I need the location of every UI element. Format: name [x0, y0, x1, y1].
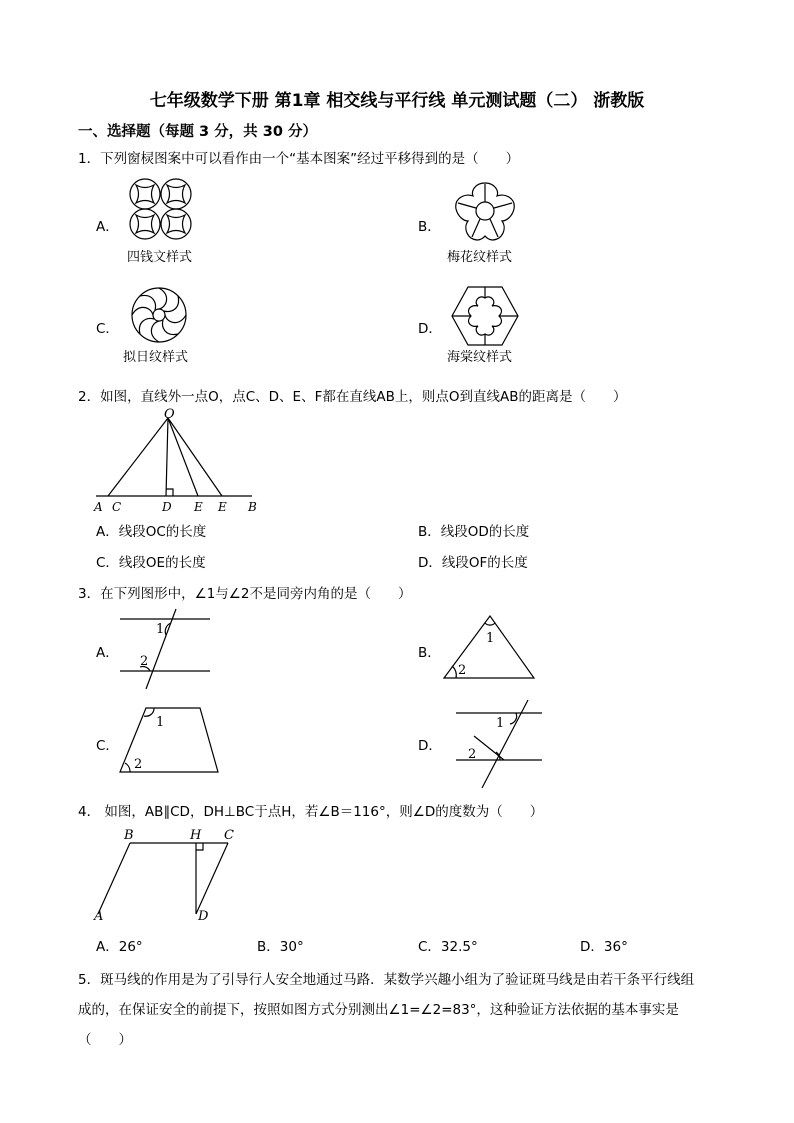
q2-option-d: D．线段OF的长度	[418, 555, 528, 571]
q4-option-d: D．36°	[580, 939, 628, 955]
q1-option-a-caption: 四钱文样式	[127, 250, 193, 265]
q3b-angle-2: 2	[458, 663, 467, 678]
q3-figure-a	[118, 609, 214, 693]
q1-option-d-letter: D．	[418, 321, 442, 337]
q3b-angle-1: 1	[486, 631, 495, 646]
question-1-stem: 1．下列窗棂图案中可以看作由一个“基本图案”经过平移得到的是（ ）	[78, 151, 520, 167]
q4-label-a: A	[94, 909, 104, 924]
question-5-line-1: 5．斑马线的作用是为了引导行人安全地通过马路．某数学兴趣小组为了验证斑马线是由若干条平行线组	[78, 972, 695, 988]
q1-option-b-letter: B．	[418, 219, 441, 235]
q3-figure-b	[442, 614, 538, 682]
q3-option-b-letter: B．	[418, 645, 441, 661]
q2-option-a: A．线段OC的长度	[96, 524, 207, 540]
plum-blossom-pattern-figure	[450, 181, 520, 243]
q2-label-o: O	[164, 407, 175, 422]
q2-figure	[92, 406, 272, 514]
question-4-stem: 4． 如图，AB∥CD，DH⊥BC于点H，若∠B＝116°，则∠D的度数为（ ）	[78, 804, 544, 820]
begonia-pattern-figure	[451, 286, 519, 346]
q3-figure-c	[118, 706, 222, 774]
q1-option-b-caption: 梅花纹样式	[447, 250, 513, 265]
q1-option-d-caption: 海棠纹样式	[447, 350, 513, 365]
q4-option-a: A．26°	[96, 939, 143, 955]
q3d-angle-2: 2	[468, 747, 477, 762]
q4-label-b: B	[124, 828, 134, 843]
q2-label-b: B	[248, 500, 257, 514]
q3-option-c-letter: C．	[96, 738, 119, 754]
q2-label-c: C	[112, 500, 122, 514]
four-coins-pattern-figure	[128, 178, 194, 240]
question-5-line-3: （ ）	[78, 1032, 132, 1048]
q2-label-d: D	[162, 500, 172, 514]
question-5-line-2: 成的，在保证安全的前提下，按照如图方式分别测出∠1=∠2=83°，这种验证方法依据的基本事实是	[78, 1002, 679, 1018]
question-3-stem: 3．在下列图形中，∠1与∠2不是同旁内角的是（ ）	[78, 586, 412, 602]
question-2-stem: 2．如图，直线外一点O，点C、D、E、F都在直线AB上，则点O到直线AB的距离是（ ）	[78, 389, 627, 405]
q4-label-h: H	[190, 828, 202, 843]
q3-figure-d	[452, 700, 548, 790]
q2-option-c: C．线段OE的长度	[96, 555, 206, 571]
q3a-angle-1: 1	[156, 622, 165, 637]
q2-label-e-second: E	[218, 500, 227, 514]
q2-label-e: E	[194, 500, 203, 514]
q3c-angle-1: 1	[156, 715, 165, 730]
q1-option-c-letter: C．	[96, 321, 119, 337]
q3d-angle-1: 1	[496, 716, 505, 731]
q3-option-d-letter: D．	[418, 738, 442, 754]
q3-option-a-letter: A．	[96, 645, 119, 661]
q2-label-a: A	[94, 500, 103, 514]
q1-option-a-letter: A．	[96, 219, 119, 235]
q4-label-d: D	[198, 909, 209, 924]
q3a-angle-2: 2	[140, 654, 149, 669]
section-heading: 一、选择题（每题 3 分，共 30 分）	[78, 124, 317, 140]
q1-option-c-caption: 拟日纹样式	[123, 350, 189, 365]
q4-option-c: C．32.5°	[418, 939, 478, 955]
q2-option-b: B．线段OD的长度	[418, 524, 530, 540]
page-title: 七年级数学下册 第1章 相交线与平行线 单元测试题（二） 浙教版	[149, 91, 645, 111]
q4-label-c: C	[224, 828, 234, 843]
q4-option-b: B．30°	[257, 939, 304, 955]
sun-pattern-figure	[131, 287, 187, 343]
q4-figure	[92, 826, 242, 926]
q3c-angle-2: 2	[134, 757, 143, 772]
